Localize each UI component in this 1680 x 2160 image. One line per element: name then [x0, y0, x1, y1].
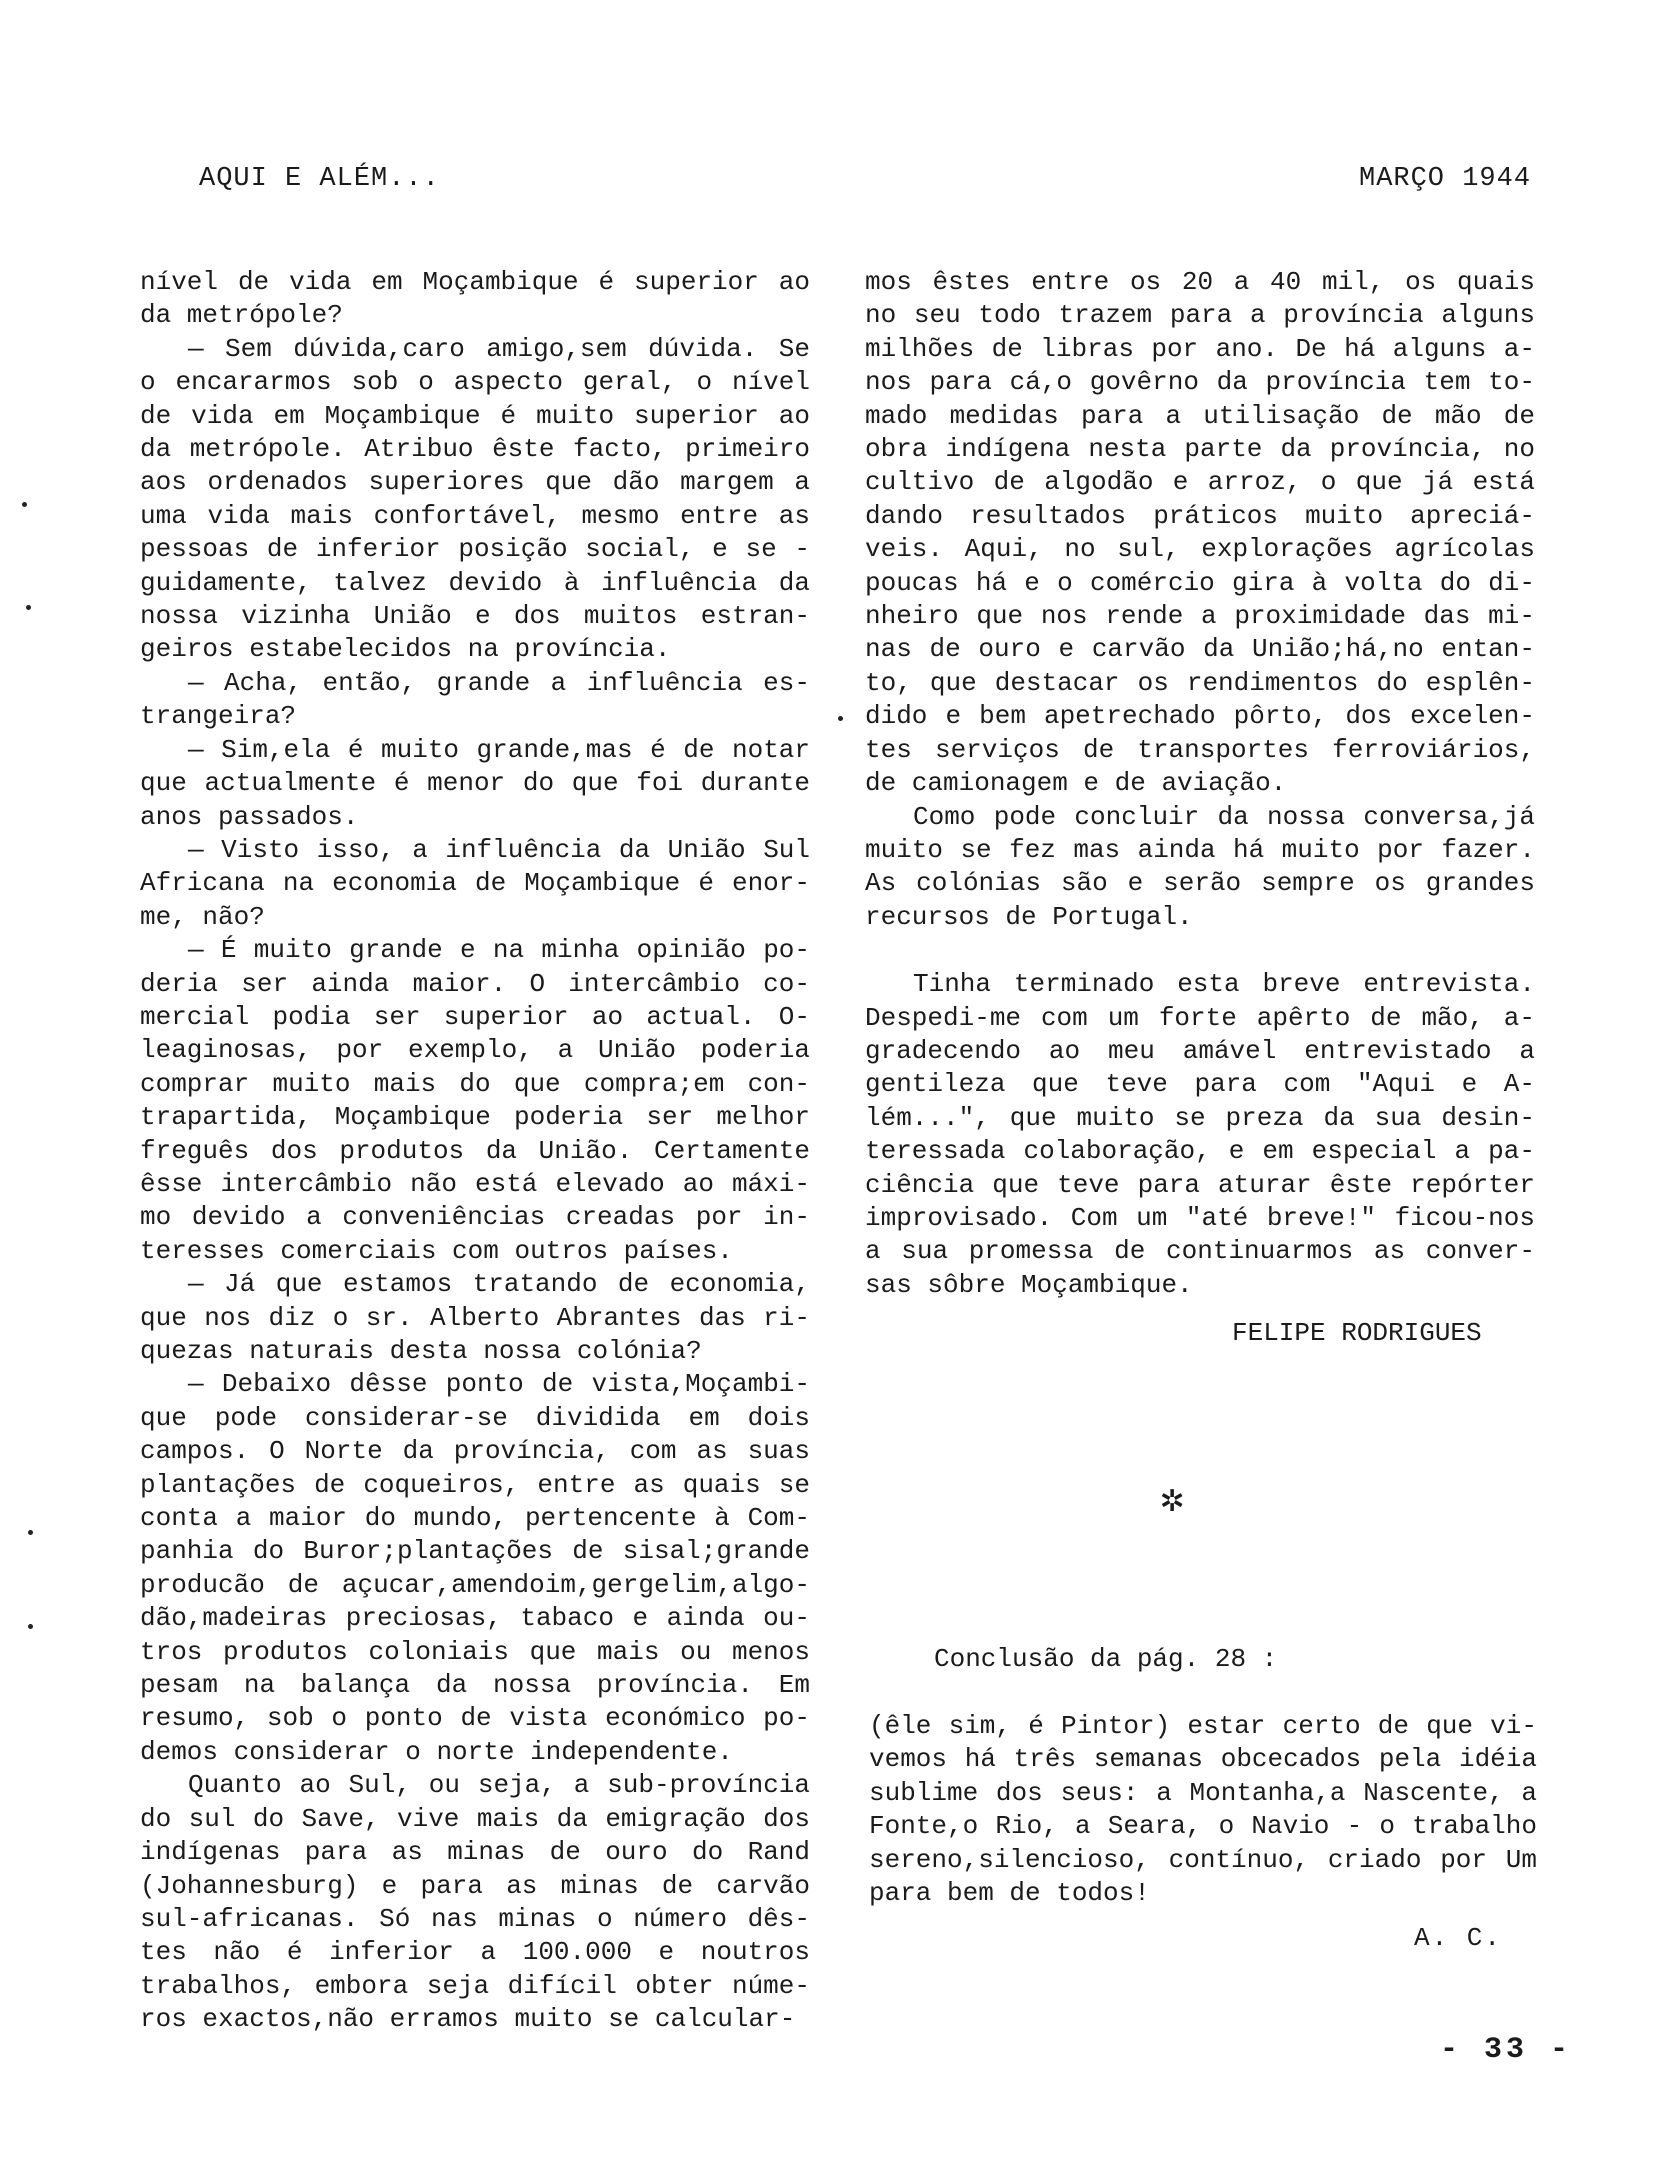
text-line: (Johannesburg) e para as minas de carvão	[140, 1870, 810, 1901]
text-line: no seu todo trazem para a província alguns	[865, 300, 1535, 331]
text-line: (êle sim, é Pintor) estar certo de que vi-	[869, 1711, 1537, 1741]
text-line: producão de açucar,amendoim,gergelim,algo-	[140, 1569, 810, 1600]
text-line: teressada colaboração, e em especial a pa-	[865, 1136, 1535, 1167]
text-line: de vida em Moçambique é muito superior ao	[140, 400, 810, 431]
scan-speck	[28, 1624, 33, 1629]
text-line: campos. O Norte da província, com as suas	[140, 1436, 810, 1467]
text-line: veis. Aqui, no sul, explorações agrícolas	[865, 534, 1535, 565]
interview-column-left	[140, 266, 810, 2037]
text-line: As colónias são e serão sempre os grandes	[865, 868, 1535, 899]
author-signature: FELIPE RODRIGUES	[1232, 1318, 1482, 1348]
text-line: trangeira?	[140, 701, 297, 732]
text-line: tros produtos coloniais que mais ou menos	[140, 1636, 810, 1667]
text-line: quezas naturais desta nossa colónia?	[140, 1336, 702, 1366]
text-line: trabalhos, embora seja difícil obter núme-	[140, 1970, 810, 2001]
text-line: dão,madeiras preciosas, tabaco e ainda ou-	[140, 1603, 810, 1634]
text-line: nos para cá,o govêrno da província tem to-	[865, 367, 1535, 398]
scan-speck	[838, 716, 843, 721]
text-line: — Visto isso, a influência da União Sul	[188, 834, 810, 865]
text-line: resumo, sob o ponto de vista económico po-	[140, 1703, 810, 1734]
text-line: anos passados.	[140, 801, 359, 832]
text-line: pessoas de inferior posição social, e se -	[140, 534, 810, 565]
text-line: — Acha, então, grande a influência es-	[188, 667, 810, 698]
conclusion-initials: A. C.	[1414, 1923, 1503, 1953]
text-line: Como pode concluir da nossa conversa,já	[913, 801, 1535, 832]
text-line: freguês dos produtos da União. Certamente	[140, 1135, 810, 1166]
text-line: Africana na economia de Moçambique é enor-	[140, 868, 810, 899]
text-line: milhões de libras por ano. De há alguns a-	[865, 333, 1535, 364]
text-line: indígenas para as minas de ouro do Rand	[140, 1837, 810, 1868]
text-line: me, não?	[140, 901, 265, 932]
text-line: mo devido a conveniências creadas por in-	[140, 1202, 810, 1233]
text-line: dido e bem apetrechado pôrto, dos excelen-	[865, 701, 1535, 732]
text-line: — É muito grande e na minha opinião po-	[188, 935, 810, 966]
text-line: nheiro que nos rende a proximidade das mi-	[865, 601, 1535, 632]
text-line: comprar muito mais do que compra;em con-	[140, 1068, 810, 1099]
text-line: plantações de coqueiros, entre as quais se	[140, 1469, 810, 1500]
text-line: pesam na balança da nossa província. Em	[140, 1670, 810, 1701]
text-line: conta a maior do mundo, pertencente à Com-	[140, 1503, 810, 1534]
text-line: muito se fez mas ainda há muito por fazer.	[865, 834, 1535, 865]
text-line: ciência que teve para aturar êste repórter	[865, 1169, 1535, 1200]
text-line: sublime dos seus: a Montanha,a Nascente, a	[869, 1777, 1537, 1808]
text-line: recursos de Portugal.	[865, 901, 1193, 932]
text-line: mercial podia ser superior ao actual. O-	[140, 1001, 810, 1032]
text-line: Fonte,o Rio, a Seara, o Navio - o trabalho	[869, 1811, 1537, 1842]
scan-speck	[28, 1530, 33, 1535]
text-line: que actualmente é menor do que foi durante	[140, 768, 810, 799]
text-line: para bem de todos!	[869, 1878, 1150, 1909]
text-line: — Sem dúvida,caro amigo,sem dúvida. Se	[188, 333, 810, 364]
text-line: da metrópole. Atribuo êste facto, primeiro	[140, 434, 810, 465]
text-line: vemos há três semanas obcecados pela idéia	[869, 1744, 1537, 1775]
text-line: sereno,silencioso, contínuo, criado por Um	[869, 1844, 1537, 1875]
conclusion-text	[869, 1710, 1537, 1910]
text-line: mado medidas para a utilisação de mão de	[865, 400, 1535, 431]
conclusion-heading: Conclusão da pág. 28 :	[934, 1644, 1278, 1674]
text-line: Tinha terminado esta breve entrevista.	[913, 969, 1535, 1000]
scan-speck	[22, 502, 27, 507]
text-line: sul-africanas. Só nas minas o número dês-	[140, 1903, 810, 1934]
text-line: de camionagem e de aviação.	[865, 768, 1287, 799]
text-line: improvisado. Com um "até breve!" ficou-nos	[865, 1202, 1535, 1233]
text-line: lém...", que muito se preza da sua desin-	[865, 1102, 1535, 1133]
text-line: to, que destacar os rendimentos do esplên-	[865, 667, 1535, 698]
running-header-date: MARÇO 1944	[1359, 164, 1532, 194]
text-line: nível de vida em Moçambique é superior ao	[140, 267, 810, 297]
text-line: a sua promessa de continuarmos as conver-	[865, 1236, 1535, 1267]
text-line: êsse intercâmbio não está elevado ao máxi-	[140, 1168, 810, 1199]
ornament-star-icon: ✲	[1160, 1479, 1185, 1524]
text-line: — Sim,ela é muito grande,mas é de notar	[188, 734, 810, 765]
text-line: demos considerar o norte independente.	[140, 1736, 733, 1767]
text-line: que pode considerar-se dividida em dois	[140, 1402, 810, 1433]
paragraph-gap	[865, 934, 1535, 968]
running-header-title: AQUI E ALÉM...	[199, 164, 440, 194]
scan-speck	[26, 605, 31, 610]
text-line: panhia do Buror;plantações de sisal;grande	[140, 1536, 810, 1567]
text-line: teresses comerciais com outros países.	[140, 1235, 733, 1266]
text-line: sas sôbre Moçambique.	[865, 1269, 1193, 1300]
text-line: da metrópole?	[140, 300, 343, 331]
text-line: que nos diz o sr. Alberto Abrantes das ri-	[140, 1302, 810, 1333]
text-line: tes não é inferior a 100.000 e noutros	[140, 1937, 810, 1968]
text-line: leaginosas, por exemplo, a União poderia	[140, 1035, 810, 1066]
text-line: gentileza que teve para com "Aqui e A-	[865, 1069, 1535, 1100]
text-line: do sul do Save, vive mais da emigração dos	[140, 1803, 810, 1834]
text-line: Quanto ao Sul, ou seja, a sub-província	[188, 1770, 810, 1801]
text-line: deria ser ainda maior. O intercâmbio co-	[140, 968, 810, 999]
text-line: uma vida mais confortável, mesmo entre as	[140, 500, 810, 531]
text-line: ros exactos,não erramos muito se calcular-	[140, 2004, 796, 2035]
text-line: poucas há e o comércio gira à volta do di-	[865, 567, 1535, 598]
text-line: aos ordenados superiores que dão margem a	[140, 467, 810, 498]
text-line: trapartida, Moçambique poderia ser melhor	[140, 1102, 810, 1133]
text-line: dando resultados práticos muito apreciá-	[865, 500, 1535, 531]
text-line: mos êstes entre os 20 a 40 mil, os quais	[865, 267, 1535, 297]
text-line: nossa vizinha União e dos muitos estran-	[140, 601, 810, 632]
page-number: - 33 -	[1440, 2033, 1573, 2067]
text-line: obra indígena nesta parte da província, no	[865, 434, 1535, 465]
text-line: Despedi-me com um forte apêrto de mão, a-	[865, 1002, 1535, 1033]
text-line: tes serviços de transportes ferroviários,	[865, 734, 1535, 765]
text-line: cultivo de algodão e arroz, o que já está	[865, 467, 1535, 498]
text-line: nas de ouro e carvão da União;há,no entan-	[865, 634, 1535, 665]
text-line: o encararmos sob o aspecto geral, o nível	[140, 367, 810, 398]
text-line: guidamente, talvez devido à influência da	[140, 567, 810, 598]
text-line: — Já que estamos tratando de economia,	[188, 1269, 810, 1300]
text-line: gradecendo ao meu amável entrevistado a	[865, 1035, 1535, 1066]
text-line: geiros estabelecidos na província.	[140, 634, 671, 665]
interview-column-right	[865, 266, 1535, 1302]
text-line: — Debaixo dêsse ponto de vista,Moçambi-	[188, 1369, 810, 1400]
